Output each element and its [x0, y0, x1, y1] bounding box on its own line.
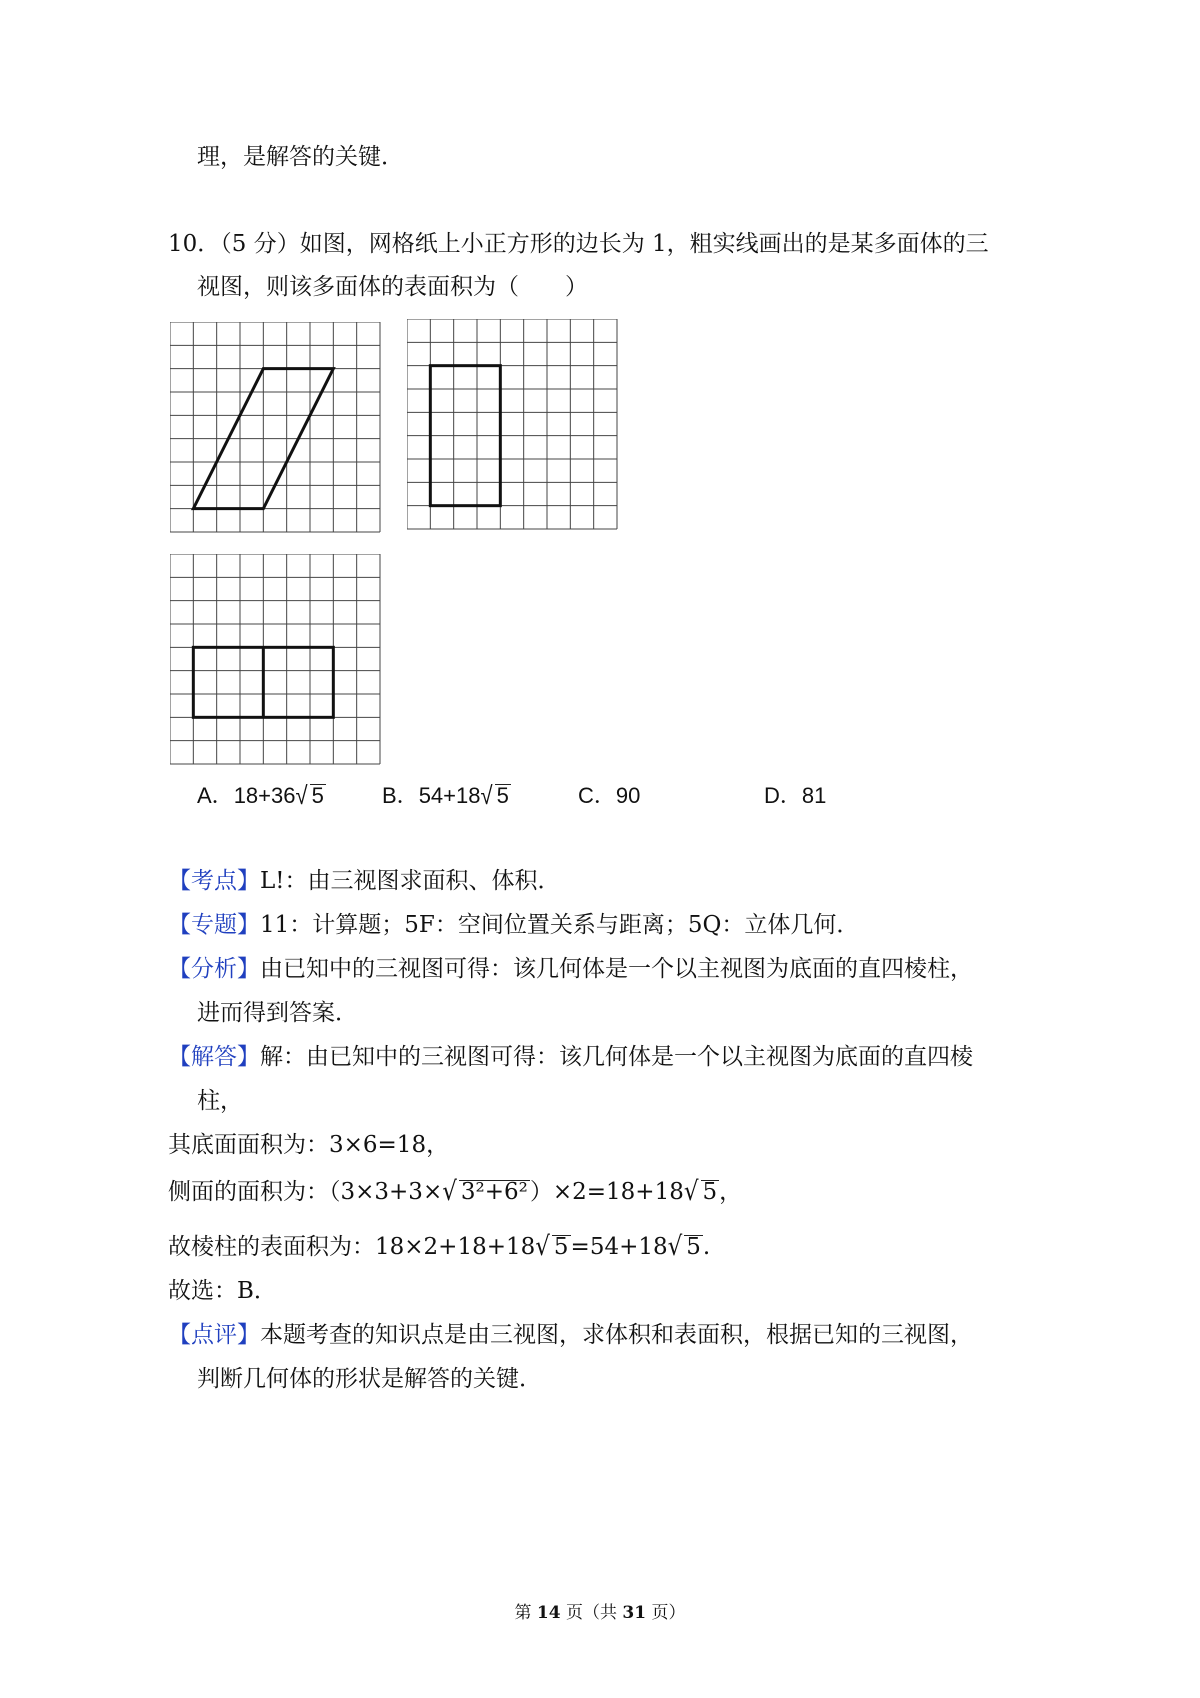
option-b: B．54+18√ 5: [382, 781, 509, 810]
dianping-line-2: 判断几何体的形状是解答的关键．: [197, 1366, 542, 1392]
page-footer: 第 14 页（共 31 页）: [514, 1603, 686, 1623]
question-line-1: 10．（5 分）如图，网格纸上小正方形的边长为 1，粗实线画出的是某多面体的三: [168, 231, 989, 257]
fenxi-line-2: 进而得到答案．: [197, 1000, 358, 1026]
dianping-line-1: 【点评】本题考查的知识点是由三视图，求体积和表面积，根据已知的三视图，: [168, 1322, 973, 1348]
side-view-grid: [407, 319, 619, 531]
option-a: A．18+36√ 5: [197, 781, 324, 810]
lateral-area-line: 侧面的面积为：（3×3+3×√ 3²+6²）×2=18+18√ 5，: [168, 1177, 743, 1207]
kaodian-line: 【考点】L!：由三视图求面积、体积．: [168, 868, 561, 894]
surface-area-line: 故棱柱的表面积为：18×2+18+18√ 5=54+18√ 5.: [168, 1232, 711, 1262]
option-d: D．81: [764, 783, 827, 808]
fenxi-line-1: 【分析】由已知中的三视图可得：该几何体是一个以主视图为底面的直四棱柱，: [168, 956, 973, 982]
zhuanti-line: 【专题】11：计算题；5F：空间位置关系与距离；5Q：立体几何．: [168, 912, 860, 938]
option-c: C．90: [578, 783, 641, 808]
jieda-line-1: 【解答】解：由已知中的三视图可得：该几何体是一个以主视图为底面的直四棱: [168, 1044, 973, 1070]
top-view-grid: [170, 554, 382, 766]
jieda-line-2: 柱，: [197, 1088, 243, 1114]
question-line-2: 视图，则该多面体的表面积为（ ）: [197, 274, 588, 300]
continuation-text: 理，是解答的关键．: [197, 144, 404, 170]
answer-line: 故选：B．: [168, 1278, 277, 1304]
front-view-grid: [170, 322, 382, 534]
base-area-line: 其底面面积为：3×6=18，: [168, 1132, 450, 1158]
